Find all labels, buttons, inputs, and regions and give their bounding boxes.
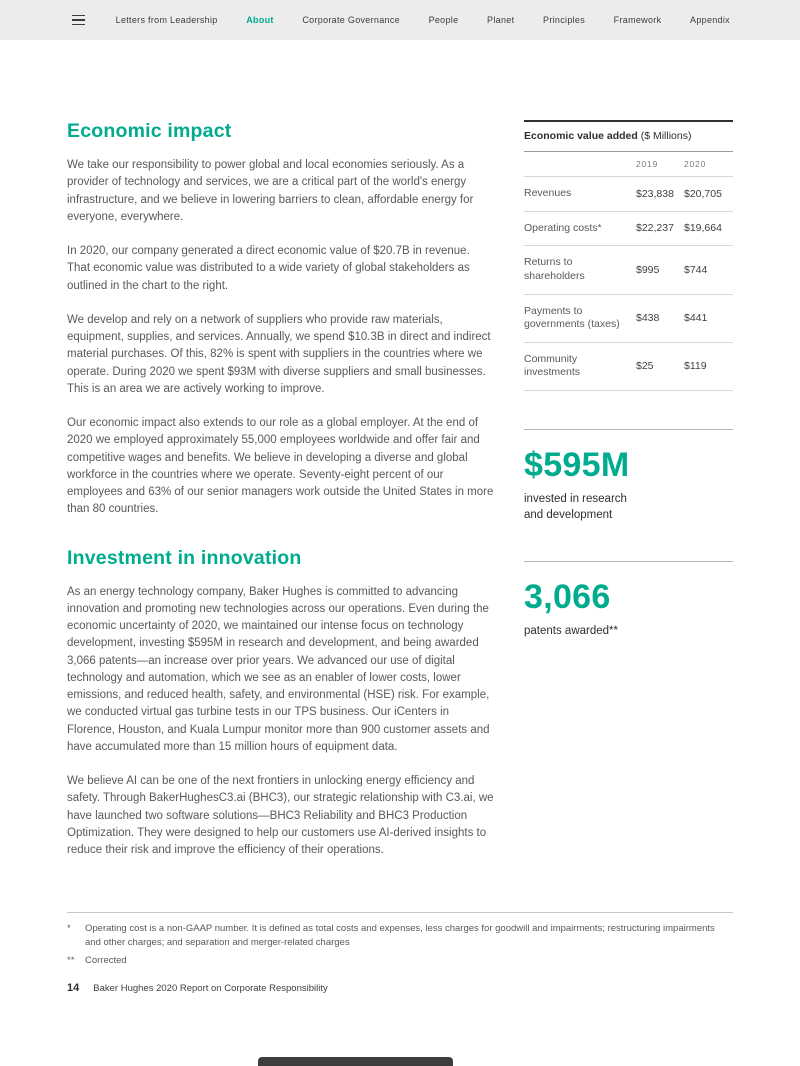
page-footer xyxy=(67,982,733,994)
stat-patents xyxy=(524,561,733,640)
row-label: Revenues xyxy=(524,187,572,199)
bottom-bar xyxy=(258,1057,453,1066)
row-value-2019: $25 xyxy=(636,360,654,373)
stat-label: invested in research and development xyxy=(524,493,627,521)
stat-value: 3,066 xyxy=(524,578,611,617)
row-value-2019: $22,237 xyxy=(636,222,674,235)
divider xyxy=(67,912,733,913)
column-header-2019: 2019 xyxy=(636,159,659,169)
footnote-section xyxy=(0,912,800,993)
paragraph: Our economic impact also extends to our role as a global employer. At the end of 2020 we employed approximately 55,000 employees worldwide and offer fair and competitive wages and benefits. We believe in developing a diverse and global workforce in the countries where we operate. Seventy-eight percent of our employees and 63% of our senior managers work outside the United States in more than 80 countries. xyxy=(67,417,494,516)
stat-value: $595M xyxy=(524,446,630,485)
nav-item-about[interactable]: About xyxy=(246,15,274,25)
row-value-2020: $441 xyxy=(684,312,708,325)
row-value-2019: $438 xyxy=(636,312,660,325)
table-row xyxy=(524,212,733,247)
page-number: 14 xyxy=(67,981,80,994)
footnote-text: Corrected xyxy=(85,954,127,966)
footnote-marker: * xyxy=(67,923,71,935)
table-row xyxy=(524,343,733,391)
sidebar xyxy=(524,120,733,876)
row-label: Returns to shareholders xyxy=(524,256,585,282)
table-title xyxy=(524,122,733,152)
footnote xyxy=(67,922,733,950)
paragraph: As an energy technology company, Baker Hughes is committed to advancing innovation and promoting new technologies across our operations. Even during the economic uncertainty of 2020, we maintained our intense focus on technology development, investing $595M in research and development, and being awarded 3,066 patents—an increase over prior years. We advanced our use of digital technology and automation, which we see as an enabler of lower costs, lower emissions, and reduced health, safety, and environmental (HSE) risk. For example, we conducted virtual gas turbine tests in our TPS business. Our iCenters in Florence, Houston, and Kuala Lumpur monitor more than 900 customer assets and have accumulated more than 15 million hours of equipment data. xyxy=(67,585,490,753)
divider xyxy=(524,561,733,562)
row-label: Payments to governments (taxes) xyxy=(524,304,620,331)
paragraph: In 2020, our company generated a direct economic value of $20.7B in revenue. That economic value was distributed to a wide variety of global stakeholders as outlined in the chart to the right. xyxy=(67,245,470,292)
nav-item-letters-from-leadership[interactable]: Letters from Leadership xyxy=(115,15,218,25)
economic-value-table xyxy=(524,120,733,391)
section-title-economic-impact: Economic impact xyxy=(67,120,232,142)
section-title-investment-in-innovation: Investment in innovation xyxy=(67,546,302,569)
row-value-2020: $19,664 xyxy=(684,222,722,235)
text-column xyxy=(67,120,494,876)
footnote xyxy=(67,954,733,968)
nav-item-planet[interactable]: Planet xyxy=(487,15,515,25)
table-row xyxy=(524,246,733,294)
nav-item-appendix[interactable]: Appendix xyxy=(690,15,730,25)
table-title-text: Economic value added xyxy=(524,130,638,142)
row-value-2019: $995 xyxy=(636,263,660,276)
row-value-2019: $23,838 xyxy=(636,187,674,200)
column-header-2020: 2020 xyxy=(684,159,707,169)
nav-item-framework[interactable]: Framework xyxy=(613,15,662,25)
footnote-marker: ** xyxy=(67,954,75,966)
paragraph: We develop and rely on a network of suppliers who provide raw materials, equipment, supplies, and services. Annually, we spend $10.3B in direct and indirect material purchases. Of this, 82% is spent with suppliers in the countries where we operate. During 2020 we spent $93M with diverse suppliers and small businesses. This is an area we are actively working to improve. xyxy=(67,313,491,395)
row-value-2020: $744 xyxy=(684,263,708,276)
hamburger-menu-icon[interactable] xyxy=(70,11,87,30)
table-unit: ($ Millions) xyxy=(640,130,692,142)
row-value-2020: $119 xyxy=(684,360,707,373)
paragraph: We believe AI can be one of the next frontiers in unlocking energy efficiency and safety. Through BakerHughesC3.ai (BHC3), our strategic relationship with C3.ai, we have launched two software solutions—BHC3 Reliability and BHC3 Production Optimization. They were designed to help our customers use AI-derived insights to reduce their risk and improve the efficiency of their operations. xyxy=(67,775,494,856)
stat-label: patents awarded** xyxy=(524,625,618,638)
main-content xyxy=(0,40,800,876)
top-nav xyxy=(0,0,800,40)
footnote-text: Operating cost is a non-GAAP number. It is defined as total costs and expenses, less charges for goodwill and impairments; restructuring impairments and other charges; and separation and merger-related charges xyxy=(85,923,715,949)
nav-item-corporate-governance[interactable]: Corporate Governance xyxy=(302,15,400,25)
paragraph: We take our responsibility to power global and local economies seriously. As a provider of technology and services, we are a critical part of the world's energy infrastructure, and we believe in lowering barriers to clean, affordable energy for everyone, everywhere. xyxy=(67,159,474,223)
row-label: Community investments xyxy=(524,352,581,379)
nav-item-people[interactable]: People xyxy=(428,15,459,25)
stat-research-development xyxy=(524,429,733,523)
row-label: Operating costs* xyxy=(524,221,602,234)
nav-item-principles[interactable]: Principles xyxy=(543,15,586,25)
table-row xyxy=(524,177,733,212)
table-row xyxy=(524,295,733,343)
table-header-row xyxy=(524,152,733,177)
report-title: Baker Hughes 2020 Report on Corporate Responsibility xyxy=(93,982,328,994)
divider xyxy=(524,429,733,430)
row-value-2020: $20,705 xyxy=(684,187,722,200)
